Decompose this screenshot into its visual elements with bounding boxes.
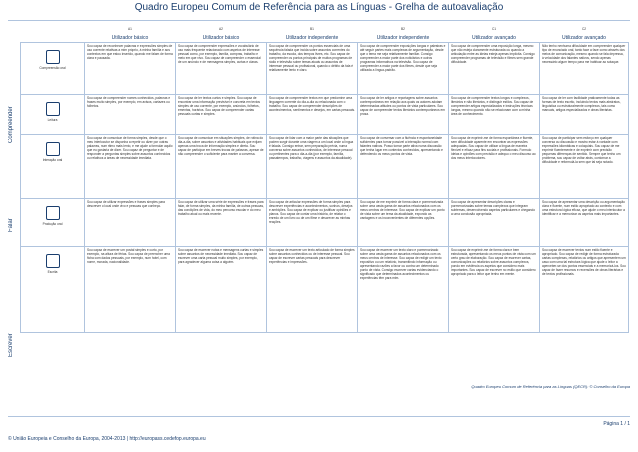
descriptor-cell: Sou capaz de escrever um postal simples e curto, por exemplo, na altura de férias. Sou capaz de preencher uma ficha com dados pessoais, por exemplo, num hotel, com nome, morada, nacionalidade.	[85, 247, 176, 333]
descriptor-cell: Sou capaz de apresentar descrições claras e pormenorizadas sobre temas complexos que integram subtemas, desenvolvendo aspetos particulares e chegando a uma conclusão apropriada.	[449, 199, 540, 247]
skill-label-cell	[21, 43, 85, 95]
skill-row	[21, 199, 629, 247]
level-b2: B2 Utilizador independente	[376, 27, 430, 41]
page-title: Quadro Europeu Comum de Referência para as Línguas - Grelha de autoavaliação	[134, 2, 504, 13]
level-b1: B1 Utilizador independente	[285, 27, 339, 41]
speaker-icon	[46, 206, 60, 220]
skill-label: Leitura	[47, 118, 58, 122]
dialogue-icon	[46, 142, 60, 156]
qecr-copyright: Quadro Europeu Comum de Referência para as Línguas (QECR): © Conselho da Europa	[471, 384, 630, 389]
descriptor-cell: Sou capaz de compreender uma exposição longa, mesmo que não esteja claramente estruturada ou quando a articulação entre as ideias esteja apenas implícita. Consigo compreender programas de televisão e filmes sem grande dificuldade.	[449, 43, 540, 95]
self-assessment-grid	[20, 24, 629, 333]
descriptor-cell: Sou capaz de compreender textos longos e complexos, literários e não literários, e distinguir estilos. Sou capaz de compreender artigos especializados e instruções técnicas longas, mesmo quando não se relacionam com a minha área de conhecimento.	[449, 95, 540, 135]
skill-row	[21, 43, 629, 95]
descriptor-cell: Sou capaz de lidar com a maior parte das situações que podem surgir durante uma viagem a um local onde a língua é falada. Consigo entrar, sem preparação prévia, numa conversa sobre assuntos conhecidos, de interesse pessoal ou pertinentes para o dia-a-dia (por exemplo, família, passatempos, trabalho, viagens e assuntos da atualidade).	[267, 135, 358, 199]
descriptor-cell: Sou capaz de apresentar uma descrição ou argumentação clara e fluente, num estilo apropriado ao contexto e com uma estrutura lógica eficaz, que ajude o meu interlocutor a identificar e a memorizar os aspetos mais importantes.	[540, 199, 629, 247]
skill-label: Compreensão oral	[39, 66, 66, 70]
descriptor-cell: Sou capaz de comunicar em situações simples, de rotina do dia-a-dia, sobre assuntos e atividades habituais que exijam apenas uma troca de informação simples e direta. Sou capaz de participar em breves trocas de palavras, apesar de não compreender o suficiente para manter a conversa.	[176, 135, 267, 199]
descriptor-cell: Sou capaz de ler textos curtos e simples. Sou capaz de encontrar uma informação previsível e concreta em textos simples de uso corrente, por exemplo, anúncios, folhetos, ementas, horários. Sou capaz de compreender cartas pessoais curtas e simples.	[176, 95, 267, 135]
descriptor-cell: Sou capaz de ler artigos e reportagens sobre assuntos contemporâneos em relação aos quais os autores adotam determinadas atitudes ou pontos de vista particulares. Sou capaz de compreender textos literários contemporâneos em prosa.	[358, 95, 449, 135]
descriptor-cell: Sou capaz de compreender expressões e vocabulário de uso mais frequente relacionado com aspetos de interesse pessoal como, por exemplo, família, compras, trabalho e meio em que vivo. Sou capaz de compreender o essencial de um anúncio e de mensagens simples, curtas e claras.	[176, 43, 267, 95]
skill-label: Produção oral	[42, 222, 63, 226]
skill-row	[21, 95, 629, 135]
skill-row	[21, 135, 629, 199]
descriptor-cell: Sou capaz de compreender os pontos essenciais de uma sequência falada que incida sobre assuntos correntes do trabalho, da escola, dos tempos livres, etc. Sou capaz de compreender os pontos principais de muitos programas de rádio e televisão sobre temas atuais ou assuntos de interesse pessoal ou profissional, quando o débito da fala é relativamente lento e claro.	[267, 43, 358, 95]
skill-row	[21, 247, 629, 333]
descriptor-cell: Sou capaz de utilizar expressões e frases simples para descrever o local onde vivo e pessoas que conheço.	[85, 199, 176, 247]
level-c1: C1 Utilizador avançado	[472, 27, 516, 41]
descriptor-cell: Sou capaz de escrever um texto articulado de forma simples sobre assuntos conhecidos ou de interesse pessoal. Sou capaz de escrever cartas pessoais para descrever experiências e impressões.	[267, 247, 358, 333]
skill-label: Interação oral	[42, 158, 63, 162]
descriptor-cell: Sou capaz de me exprimir de forma clara e pormenorizada sobre uma vasta gama de assuntos relacionados com os meus centros de interesse. Sou capaz de explicar um ponto de vista sobre um tema da atualidade, expondo as vantagens e os inconvenientes de diferentes opções.	[358, 199, 449, 247]
descriptor-cell: Não tenho nenhuma dificuldade em compreender qualquer tipo de enunciado oral, tanto face a face como através dos meios de comunicação, mesmo quando se fala depressa, à velocidade dos falantes nativos, sendo apenas necessário algum tempo para me habituar ao sotaque.	[540, 43, 629, 95]
descriptor-cell: Sou capaz de ler com facilidade praticamente todas as formas de texto escrito, incluindo textos mais abstratos, linguística ou estruturalmente complexos, tais como manuais, artigos especializados e obras literárias.	[540, 95, 629, 135]
descriptor-cell: Sou capaz de reconhecer palavras e expressões simples de uso corrente relativas a mim próprio, à minha família e aos contextos em que estou inserido, quando me falam de forma clara e pausada.	[85, 43, 176, 95]
skill-label: Escrita	[47, 270, 58, 274]
skill-label-cell	[21, 247, 85, 333]
group-falar: Falar	[8, 218, 14, 232]
pencil-icon	[46, 254, 60, 268]
descriptor-cell: Sou capaz de comunicar de forma simples, desde que o meu interlocutor se disponha a repetir ou dizer por outras palavras, num ritmo mais lento, e me ajude a formular aquilo que eu gostaria de dizer. Sou capaz de perguntar e de responder a perguntas simples sobre assuntos conhecidos ou relativos a áreas de necessidade imediata.	[85, 135, 176, 199]
page-number: Página 1 / 1	[603, 421, 630, 427]
descriptor-cell: Sou capaz de escrever textos num estilo fluente e apropriado. Sou capaz de redigir de forma estruturada cartas complexas, relatórios ou artigos que apresentem um caso com uma tal estrutura lógica que ajude o leitor a aperceber-se dos pontos essenciais e a memorizá-los. Sou capaz de fazer resumos e recensões de obras literárias e de textos profissionais.	[540, 247, 629, 333]
level-c2: C2 Utilizador avançado	[562, 27, 606, 41]
level-a1: A1 Utilizador básico	[111, 27, 149, 41]
footer-divider	[8, 416, 630, 417]
descriptor-cell: Sou capaz de exprimir-me de forma espontânea e fluente, sem dificuldade aparente em encontrar as expressões adequadas. Sou capaz de utilizar a língua de maneira flexível e eficaz para fins sociais e profissionais. Formulo ideias e opiniões com precisão e adequo o meu discurso ao dos meus interlocutores.	[449, 135, 540, 199]
header-divider	[8, 20, 630, 21]
descriptor-cell: Sou capaz de conversar com a fluência e espontaneidade suficientes para tornar possível a interação normal com falantes nativos. Posso tomar parte ativa numa discussão que tenha lugar em contextos conhecidos, apresentando e defendendo os meus pontos de vista.	[358, 135, 449, 199]
descriptor-cell: Sou capaz de escrever notas e mensagens curtas e simples sobre assuntos de necessidade imediata. Sou capaz de escrever uma carta pessoal muito simples, por exemplo, para agradecer alguma coisa a alguém.	[176, 247, 267, 333]
descriptor-cell: Sou capaz de compreender exposições longas e palestras e até seguir partes mais complexas de argumentação, desde que o tema me seja relativamente familiar. Consigo compreender a maior parte dos noticiários e outros programas informativos na televisão. Sou capaz de compreender a maior parte dos filmes, desde que seja utilizada a língua-padrão.	[358, 43, 449, 95]
descriptor-cell: Sou capaz de participar sem esforço em qualquer conversa ou discussão e mostro estar à vontade com expressões idiomáticas e coloquiais. Sou capaz de me exprimir fluentemente e de exprimir com precisão pequenas diferenças de sentido. Sempre que tenho um problema, sou capaz de voltar atrás, contornar a dificuldade e reformulá-la sem que tal seja notado.	[540, 135, 629, 199]
group-escrever: Escrever	[8, 333, 14, 357]
level-header-row	[21, 24, 629, 43]
descriptor-cell: Sou capaz de utilizar uma série de expressões e frases para falar, de forma simples, da minha família, de outras pessoas, das condições de vida, do meu percurso escolar e do meu trabalho atual ou mais recente.	[176, 199, 267, 247]
level-a2: A2 Utilizador básico	[202, 27, 240, 41]
europass-copyright: © União Europeia e Conselho da Europa, 2004-2013 | http://europass.cedefop.europa.eu	[8, 436, 206, 442]
group-compreender: Compreender	[8, 106, 14, 144]
book-icon	[46, 102, 60, 116]
skill-label-cell	[21, 95, 85, 135]
descriptor-cell: Sou capaz de escrever um texto claro e pormenorizado sobre uma vasta gama de assuntos relacionados com os meus centros de interesse. Sou capaz de redigir um texto expositivo ou um relatório, transmitindo informação ou apresentando razões a favor ou contra um determinado ponto de vista. Consigo escrever cartas evidenciando o significado que determinados acontecimentos ou experiências têm para mim.	[358, 247, 449, 333]
descriptor-cell: Sou capaz de compreender nomes conhecidos, palavras e frases muito simples, por exemplo, em avisos, cartazes ou folhetos.	[85, 95, 176, 135]
descriptor-cell: Sou capaz de articular expressões de forma simples para descrever experiências e acontecimentos, sonhos, desejos e ambições. Sou capaz de explicar ou justificar opiniões e planos. Sou capaz de contar uma história, de relatar o enredo de um livro ou de um filme e descrever as minhas reações.	[267, 199, 358, 247]
ear-icon	[46, 50, 60, 64]
skill-label-cell	[21, 199, 85, 247]
skill-label-cell	[21, 135, 85, 199]
descriptor-cell: Sou capaz de exprimir-me de forma clara e bem estruturada, apresentando os meus pontos de vista com um certo grau de elaboração. Sou capaz de escrever cartas, comunicações ou relatórios sobre assuntos complexos, pondo em evidência os aspetos que considero mais importantes. Sou capaz de escrever no estilo que considero apropriado para o leitor que tenho em mente.	[449, 247, 540, 333]
descriptor-cell: Sou capaz de compreender textos em que predomine uma linguagem corrente do dia-a-dia ou relacionada com o trabalho. Sou capaz de compreender descrições de acontecimentos, sentimentos e desejos, em cartas pessoais.	[267, 95, 358, 135]
